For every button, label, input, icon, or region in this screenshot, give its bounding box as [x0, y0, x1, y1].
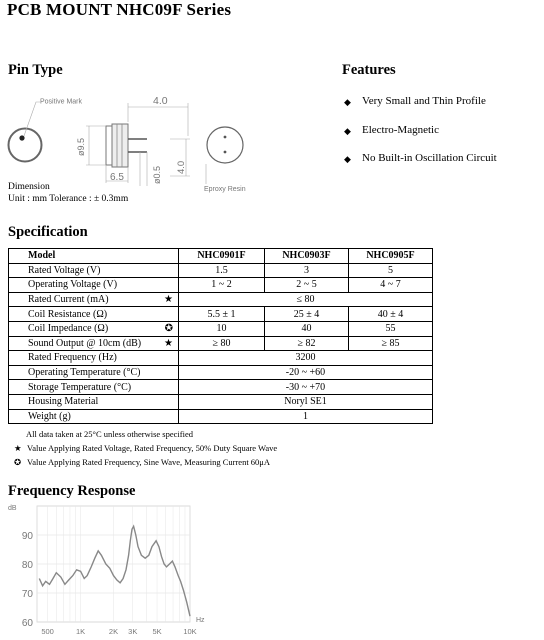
y-axis-label: dB: [8, 505, 17, 512]
table-row: [9, 380, 433, 395]
dimension-label: Dimension: [8, 182, 50, 192]
feature-item: ◆ Very Small and Thin Profile: [344, 95, 486, 107]
positive-mark-dot: [19, 135, 24, 140]
table-row: [9, 278, 433, 293]
x-tick-label: 3K: [128, 627, 138, 636]
frequency-response-chart: [0, 500, 230, 640]
x-tick-label: 1K: [75, 627, 86, 636]
table-row: [9, 351, 433, 366]
table-row: [9, 336, 433, 351]
column-header: NHC0905F: [349, 249, 433, 264]
back-pin-dot: [224, 136, 227, 139]
table-cell: -20 ~ +60: [179, 365, 433, 380]
table-cell: 40 ± 4: [349, 307, 433, 322]
diamond-bullet-icon: ◆: [344, 97, 351, 107]
x-tick-label: 2K: [108, 627, 119, 636]
features-heading: Features: [342, 62, 396, 78]
unit-tolerance-note: Unit : mm Tolerance : ± 0.3mm: [8, 194, 129, 204]
table-row: [9, 321, 433, 336]
pin-type-heading: Pin Type: [8, 62, 63, 78]
x-tick-label: 10K: [183, 627, 197, 636]
y-tick-label: 90: [21, 531, 33, 542]
table-cell: 5.5 ± 1: [179, 307, 265, 322]
row-label: Sound Output @ 10cm (dB) ★: [9, 336, 179, 351]
circled-star-icon: ✪: [14, 457, 22, 467]
table-row: [9, 409, 433, 424]
row-label: Operating Voltage (V): [9, 278, 179, 293]
table-cell: ≤ 80: [179, 292, 433, 307]
table-cell: 5: [349, 263, 433, 278]
star-icon: ★: [164, 337, 173, 349]
star-icon: ★: [14, 443, 22, 453]
table-row: [9, 292, 433, 307]
diamond-bullet-icon: ◆: [344, 125, 351, 136]
page-title: PCB MOUNT NHC09F Series: [7, 0, 232, 19]
table-cell: ≥ 82: [265, 336, 349, 351]
x-tick-label: 5K: [152, 627, 162, 636]
row-label: Coil Resistance (Ω): [9, 307, 179, 322]
table-cell: 10: [179, 321, 265, 336]
circled-star-icon: ✪: [164, 323, 173, 335]
x-axis-label: Hz: [196, 617, 205, 624]
row-label: Operating Temperature (°C): [9, 365, 179, 380]
row-label: Rated Current (mA) ★: [9, 292, 179, 307]
table-cell: 25 ± 4: [265, 307, 349, 322]
specification-table: [8, 248, 433, 424]
diamond-bullet-icon: ◆: [344, 154, 351, 164]
column-header: NHC0903F: [265, 249, 349, 264]
note-line: ★ Value Applying Rated Voltage, Rated Frequency, 50% Duty Square Wave: [14, 443, 278, 453]
diameter-dimension: ø9.5: [76, 137, 86, 156]
dimension-note: [8, 181, 128, 205]
table-cell: ≥ 80: [179, 336, 265, 351]
row-label: Storage Temperature (°C): [9, 380, 179, 395]
feature-item: ◆ No Built-in Oscillation Circuit: [344, 152, 497, 164]
table-cell: 40: [265, 321, 349, 336]
row-label: Rated Voltage (V): [9, 263, 179, 278]
y-tick-label: 80: [21, 560, 33, 571]
column-header: NHC0901F: [179, 249, 265, 264]
buzzer-back-view: [207, 127, 243, 163]
chart-grid: [37, 506, 190, 622]
row-label: Weight (g): [9, 409, 179, 424]
column-header: Model: [9, 249, 179, 264]
positive-mark-label: Positive Mark: [40, 98, 83, 106]
width-dimension: 4.0: [153, 95, 168, 107]
table-cell: -30 ~ +70: [179, 380, 433, 395]
table-cell: ≥ 85: [349, 336, 433, 351]
table-row: [9, 307, 433, 322]
table-cell: 4 ~ 7: [349, 278, 433, 293]
table-row: [9, 263, 433, 278]
note-line: ✪ Value Applying Rated Frequency, Sine Wave, Measuring Current 60μA: [14, 457, 271, 467]
pin-length-dimension: 4.0: [176, 160, 187, 174]
y-tick-label: 70: [21, 589, 33, 600]
row-label: Rated Frequency (Hz): [9, 351, 179, 366]
table-cell: 3200: [179, 351, 433, 366]
feature-item: ◆ Electro-Magnetic: [344, 123, 439, 136]
table-cell: 1 ~ 2: [179, 278, 265, 293]
table-row: [9, 365, 433, 380]
spec-notes: [14, 427, 277, 469]
table-header-row: [9, 249, 433, 264]
table-cell: 2 ~ 5: [265, 278, 349, 293]
pin-diameter-dimension: ø0.5: [152, 165, 162, 184]
table-cell: 1: [179, 409, 433, 424]
table-row: [9, 394, 433, 409]
note-line: All data taken at 25°C unless otherwise specified: [26, 429, 193, 439]
back-pin-dot: [224, 151, 227, 154]
specification-heading: Specification: [8, 224, 88, 240]
row-label: Coil Impedance (Ω) ✪: [9, 321, 179, 336]
response-curve: [39, 526, 190, 616]
height-dimension: 6.5: [110, 172, 124, 183]
features-list: [344, 95, 497, 181]
table-cell: 55: [349, 321, 433, 336]
table-cell: 3: [265, 263, 349, 278]
x-tick-label: 500: [41, 627, 54, 636]
row-label: Housing Material: [9, 394, 179, 409]
star-icon: ★: [164, 294, 173, 306]
table-cell: Noryl SE1: [179, 394, 433, 409]
table-cell: 1.5: [179, 263, 265, 278]
y-tick-label: 60: [21, 618, 33, 629]
frequency-response-heading: Frequency Response: [8, 483, 136, 499]
resin-label: Eproxy Resin: [204, 186, 246, 193]
